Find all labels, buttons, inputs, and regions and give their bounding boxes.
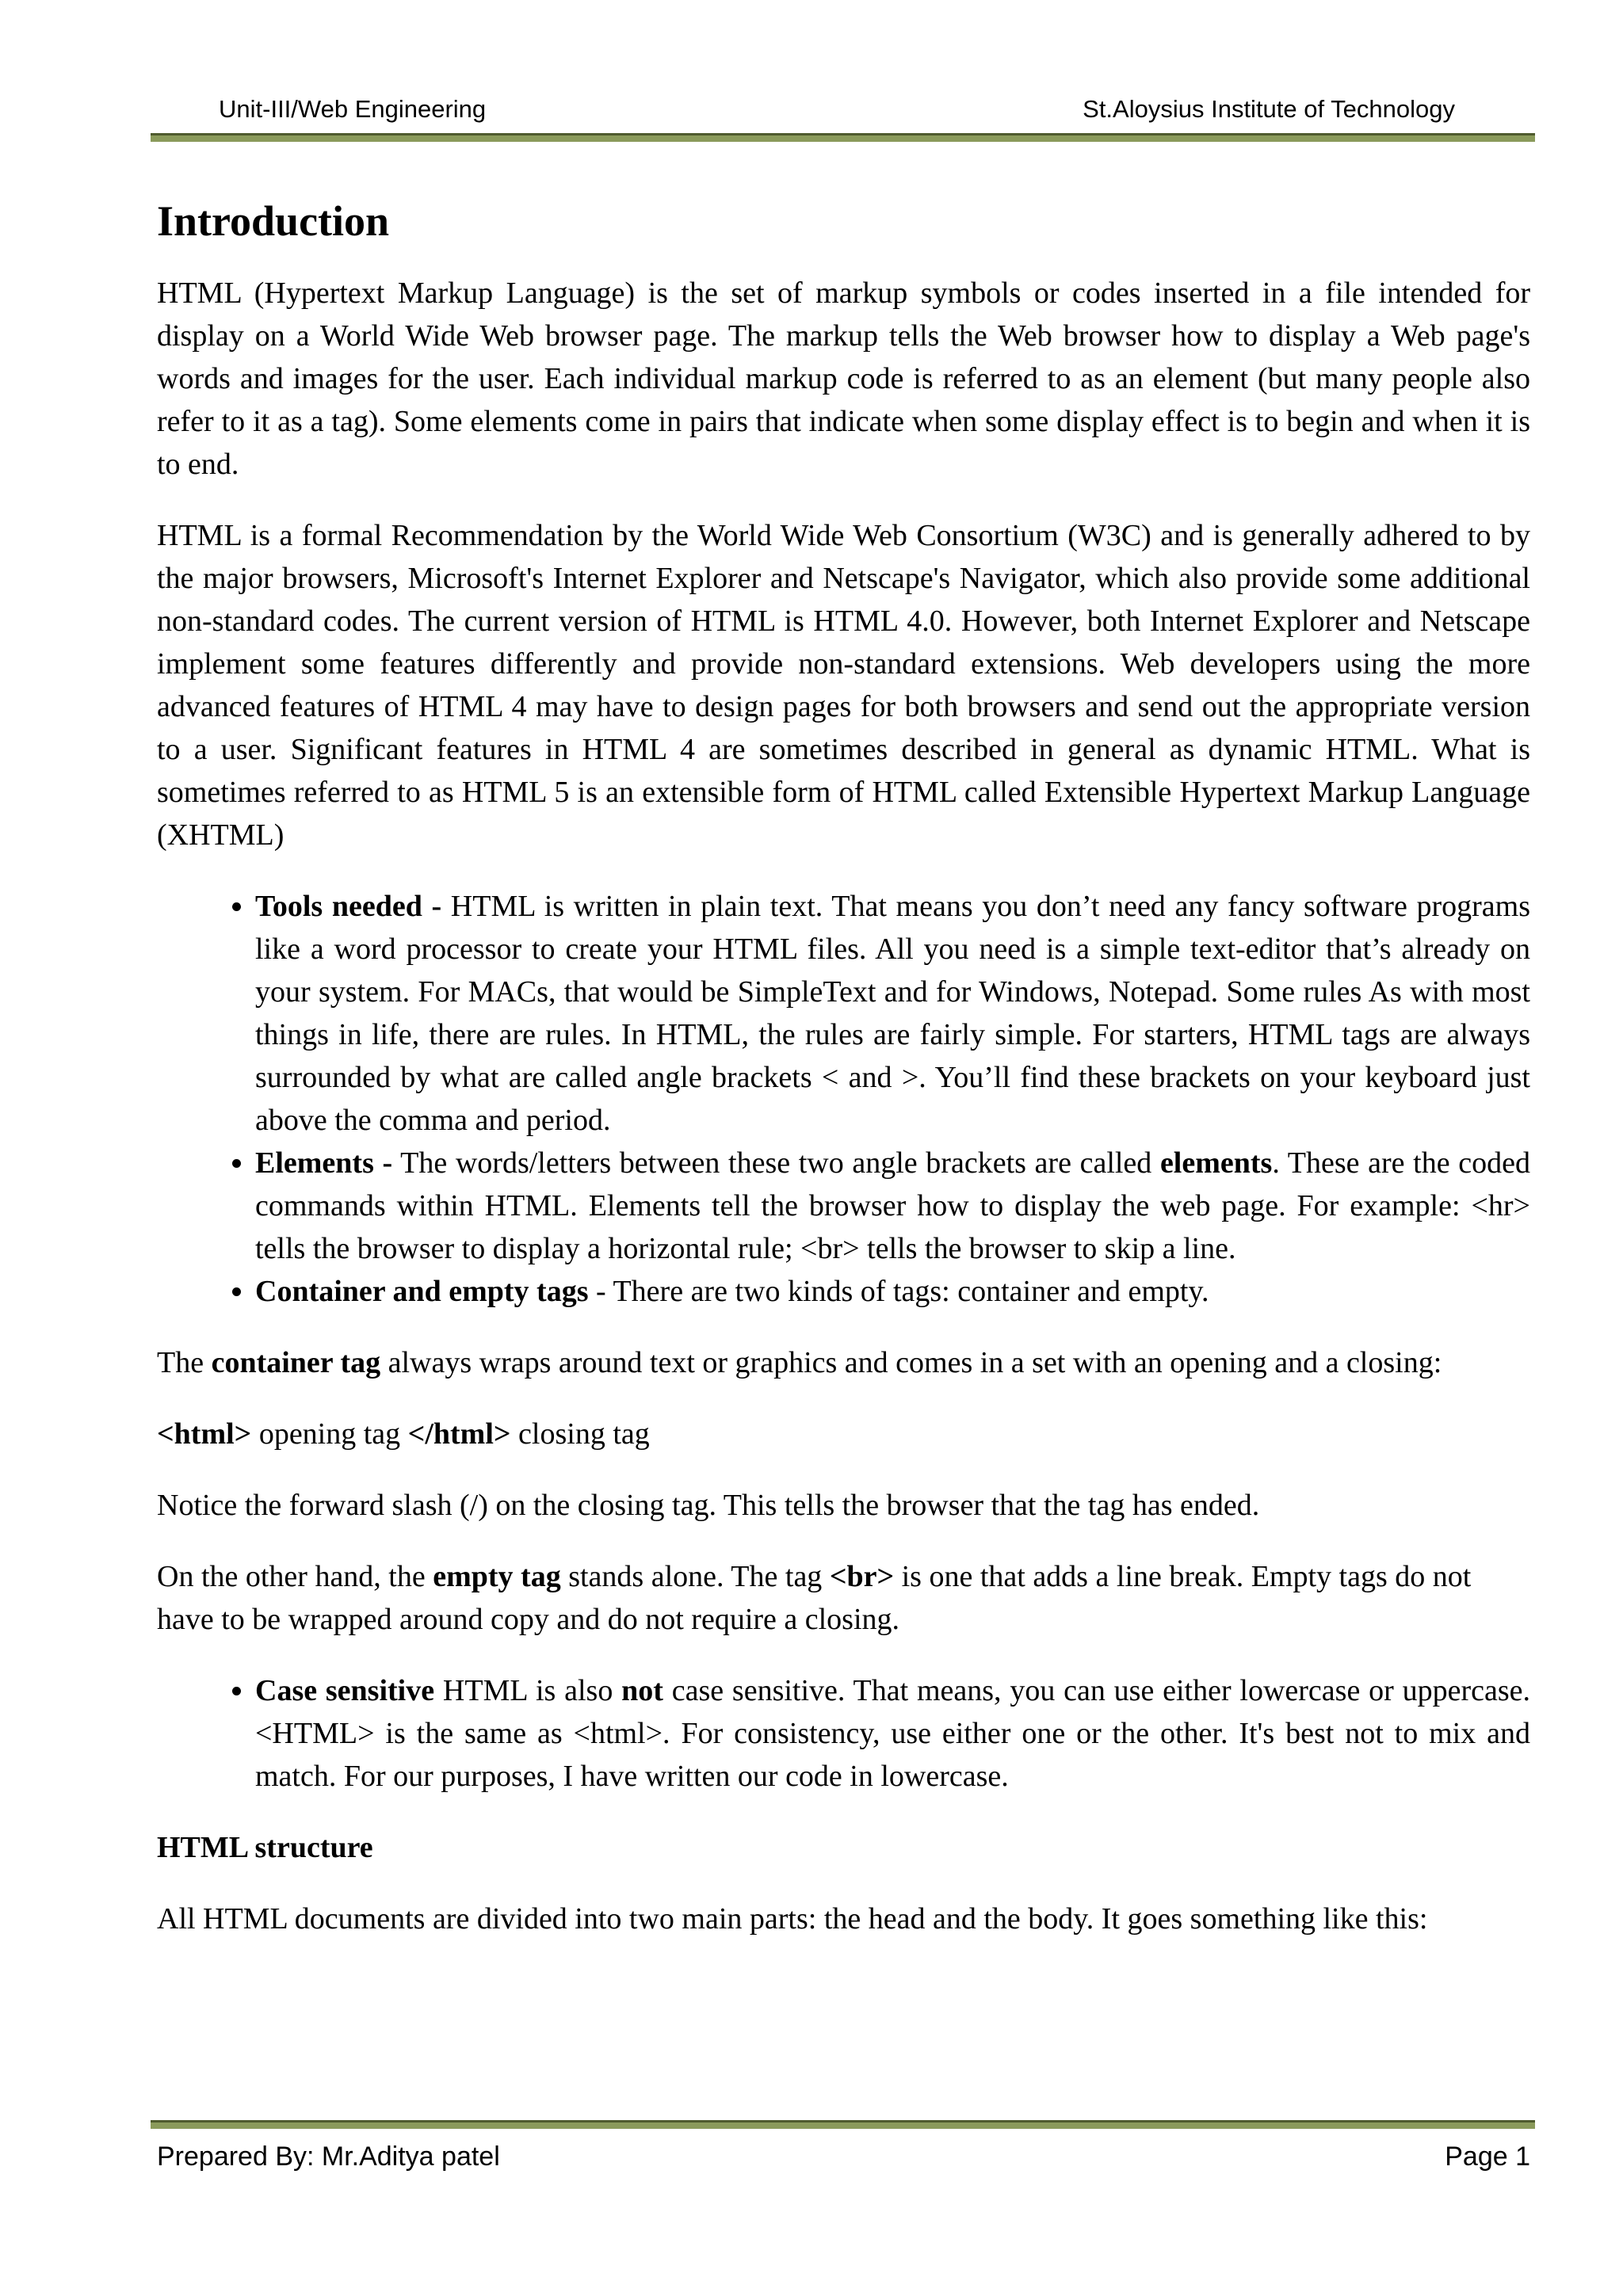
- container-tag-paragraph: [157, 1341, 1530, 1384]
- text-fragment: The: [157, 1346, 212, 1379]
- list-item-case-sensitive: [255, 1669, 1530, 1798]
- term-container-empty: Container and empty tags: [255, 1275, 589, 1308]
- bold-not: not: [621, 1674, 663, 1707]
- forward-slash-paragraph: Notice the forward slash (/) on the closing tag. This tells the browser that the tag has ended.: [157, 1489, 1260, 1522]
- header-unit-title: Unit-III/Web Engineering: [219, 95, 487, 123]
- bold-empty-tag: empty tag: [433, 1560, 561, 1593]
- list-item-tools-needed: [255, 885, 1530, 1142]
- term-tools-needed: Tools needed -: [255, 890, 442, 923]
- intro-paragraph-2: HTML is a formal Recommendation by the World Wide Web Consortium (W3C) and is generally adhered to by the major browsers, Microsoft's Internet Explorer and Netscape's Navigator, which also provide some additional non-standard codes. The current version of HTML is HTML 4.0. However, both Internet Explorer and Netscape implement some features differently and provide non-standard extensions. Web developers using the more advanced features of HTML 4 may have to design pages for both browsers and send out the appropriate version to a user. Significant features in HTML 4 are sometimes described in general as dynamic HTML. What is sometimes referred to as HTML 5 is an extensible form of HTML called Extensible Hypertext Markup Language (XHTML): [157, 519, 1530, 852]
- footer-page-number: Page 1: [1445, 2142, 1530, 2172]
- footer-author: Prepared By: Mr.Aditya patel: [157, 2142, 500, 2172]
- bold-container-tag: container tag: [211, 1346, 381, 1379]
- text-fragment: closing tag: [510, 1417, 650, 1451]
- text-fragment: opening tag: [251, 1417, 408, 1451]
- text-fragment: On the other hand, the: [157, 1560, 433, 1593]
- bullet-list-tags: [157, 885, 1530, 1313]
- text-fragment: is one that adds a line break. Empty tags do not have to be wrapped around copy and do not require a closing.: [157, 1560, 1472, 1636]
- page-title: Introduction: [157, 197, 390, 245]
- footer-rule: [151, 2120, 1535, 2129]
- text-case-a: HTML is also: [434, 1674, 622, 1707]
- intro-paragraph-1: HTML (Hypertext Markup Language) is the set of markup symbols or codes inserted in a file intended for display on a World Wide Web browser page. The markup tells the Web browser how to display a Web page's words and images for the user. Each individual markup code is referred to as an element (but many people also refer to it as a tag). Some elements come in pairs that indicate when some display effect is to begin and when it is to end.: [157, 277, 1530, 481]
- open-tag-example: <html>: [157, 1417, 252, 1451]
- close-tag-example: </html>: [407, 1417, 511, 1451]
- text-fragment: always wraps around text or graphics and comes in a set with an opening and a closing:: [380, 1346, 1442, 1379]
- tags-example-line: [157, 1413, 1530, 1455]
- empty-tag-paragraph: [157, 1555, 1530, 1641]
- bullet-list-case: [157, 1669, 1530, 1798]
- section-heading-html-structure: HTML structure: [157, 1831, 373, 1864]
- structure-paragraph: All HTML documents are divided into two main parts: the head and the body. It goes something like this:: [157, 1902, 1428, 1936]
- header-institute-name: St.Aloysius Institute of Technology: [1083, 95, 1455, 123]
- br-tag-example: <br>: [829, 1560, 895, 1593]
- text-elements-a: The words/letters between these two angle brackets are called: [392, 1146, 1160, 1180]
- header-rule: [151, 133, 1535, 142]
- text-container-empty: - There are two kinds of tags: container and empty.: [588, 1275, 1209, 1308]
- bold-elements: elements: [1159, 1146, 1273, 1180]
- text-case-b: case sensitive. That means, you can use either lowercase or uppercase. <HTML> is the same as <html>. For consistency, use either one or the other. It's best not to mix and match. For our purposes, I have written our code in lowercase.: [255, 1674, 1530, 1793]
- text-fragment: stands alone. The tag: [560, 1560, 830, 1593]
- term-elements: Elements -: [255, 1146, 393, 1180]
- list-item-elements: [255, 1142, 1530, 1270]
- list-item-container-empty: [255, 1270, 1530, 1313]
- text-elements-b: . These are the coded commands within HTML. Elements tell the browser how to display the web page. For example: <hr> tells the browser to display a horizontal rule; <br> tells the browser to skip a line.: [255, 1146, 1530, 1265]
- page-content: [157, 194, 1530, 1969]
- term-case-sensitive: Case sensitive: [255, 1674, 435, 1707]
- text-tools-needed: HTML is written in plain text. That means you don’t need any fancy software programs like a word processor to create your HTML files. All you need is a simple text-editor that’s already on your system. For MACs, that would be SimpleText and for Windows, Notepad. Some rules As with most things in life, there are rules. In HTML, the rules are fairly simple. For starters, HTML tags are always surrounded by what are called angle brackets < and >. You’ll find these brackets on your keyboard just above the comma and period.: [255, 890, 1530, 1137]
